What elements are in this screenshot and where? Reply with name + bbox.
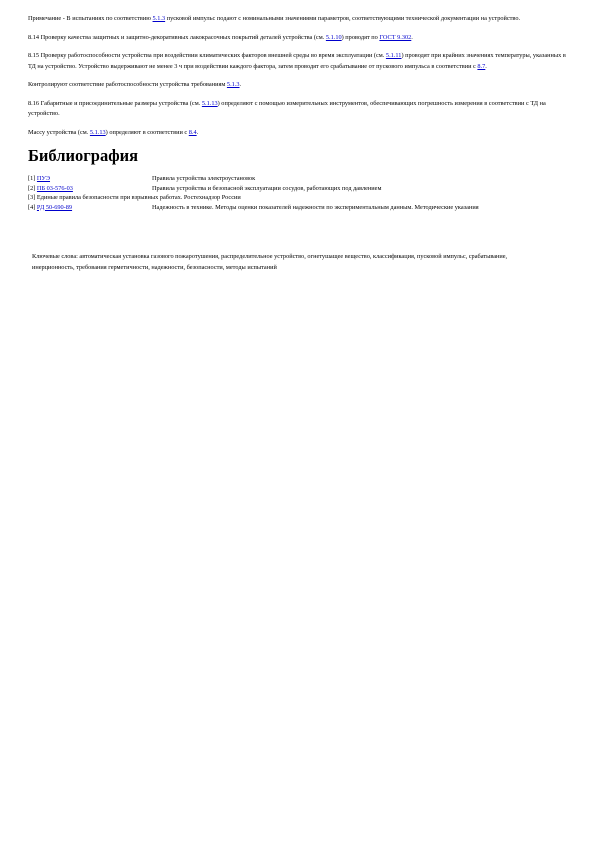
- paragraph-text: 8.16 Габаритные и присоединительные размеры устройства (см.: [28, 99, 202, 107]
- paragraph-text: 8.14 Проверку качества защитных и защитно-декоративных лакокрасочных покрытий деталей устройства (см.: [28, 33, 326, 41]
- bibliography-link-pue[interactable]: ПУЭ: [36, 175, 51, 182]
- link-5-1-13[interactable]: 5.1.13: [201, 99, 218, 107]
- bibliography-ref: [28, 203, 152, 213]
- paragraph-text: .: [411, 33, 413, 41]
- paragraph-8-14: [28, 33, 568, 44]
- document-page: [28, 14, 568, 273]
- paragraph-text: .: [485, 62, 487, 70]
- link-8-7[interactable]: 8.7: [477, 62, 486, 70]
- bibliography-row: [28, 193, 538, 203]
- link-5-1-11[interactable]: 5.1.11: [385, 52, 402, 59]
- bibliography-table: [28, 174, 538, 212]
- note-text: Примечание - В испытаниях по соответствию: [28, 15, 153, 22]
- bibliography-desc: Правила устройства электроустановок: [152, 175, 256, 182]
- link-5-1-10[interactable]: 5.1.10: [325, 33, 342, 41]
- bibliography-ref: [28, 174, 152, 184]
- paragraph-text: Контролируют соответствие работоспособности устройства требованиям: [28, 81, 227, 88]
- keywords-paragraph: Ключевые слова: автоматическая установка газового пожаротушения, распределительное устройство, огнетушащее вещество, классификация, пусковой импульс, срабатывание, инерционность, требования герметичности, надежности, безопасности, методы испытаний: [32, 253, 508, 271]
- paragraph-text: ) определяют в соответствии с: [105, 128, 189, 136]
- link-5-1-3[interactable]: 5.1.3: [152, 15, 166, 22]
- bibliography-row: [28, 174, 538, 184]
- paragraph-8-16: [28, 99, 568, 120]
- paragraph-text: Массу устройства (см.: [28, 128, 90, 136]
- bibliography-number: [4]: [28, 203, 37, 211]
- mass-paragraph: [28, 128, 568, 139]
- bibliography-ref: [28, 184, 152, 194]
- paragraph-text: ) определяют с помощью измерительных инструментов, обеспечивающих погрешность измерения в соответствии с ТД на устройство.: [28, 99, 546, 117]
- bibliography-ref-text: Единые правила безопасности при взрывных работах. Ростехнадзор России: [36, 194, 241, 201]
- bibliography-row: [28, 203, 538, 213]
- paragraph-8-15: [28, 51, 568, 72]
- link-5-1-3[interactable]: 5.1.3: [226, 81, 240, 88]
- bibliography-heading: Библиография: [28, 146, 139, 165]
- link-8-4[interactable]: 8.4: [188, 128, 197, 136]
- bibliography-link-pb[interactable]: ПБ 03-576-03: [36, 184, 73, 192]
- bibliography-number: [3]: [28, 194, 37, 201]
- paragraph-text: 8.15 Проверку работоспособности устройства при воздействии климатических факторов внешней среды во время эксплуатации (см.: [28, 52, 386, 59]
- bibliography-desc: Надежность в технике. Методы оценки показателей надежности по экспериментальным данным. Методические указания: [152, 203, 479, 211]
- bibliography-link-rd[interactable]: РД 50-690-89: [36, 203, 73, 211]
- paragraph-text: .: [196, 128, 199, 136]
- note-text-cont: пусковой импульс подают с номинальными значениями параметров, соответствующими технической документации на устройство.: [165, 15, 521, 22]
- link-5-1-13[interactable]: 5.1.13: [89, 128, 106, 136]
- note-paragraph: [28, 14, 568, 25]
- link-gost-9-302[interactable]: ГОСТ 9.302: [379, 33, 412, 41]
- bibliography-desc: Правила устройства и безопасной эксплуатации сосудов, работающих под давлением: [152, 184, 382, 192]
- bibliography-number: [2]: [28, 184, 37, 192]
- paragraph-text: ) проводят при крайних значениях температуры, указанных в ТД на устройство. Устройство выдерживают не менее 3 ч при воздействии каждого фактора, затем проводят его срабатывание от пускового импульса в соответствии с: [28, 52, 566, 70]
- bibliography-number: [1]: [28, 175, 37, 182]
- paragraph-text: .: [239, 81, 242, 88]
- bibliography-ref: [28, 193, 538, 203]
- control-paragraph: [28, 80, 568, 91]
- paragraph-text: ) проводят по: [341, 33, 380, 41]
- bibliography-row: [28, 184, 538, 194]
